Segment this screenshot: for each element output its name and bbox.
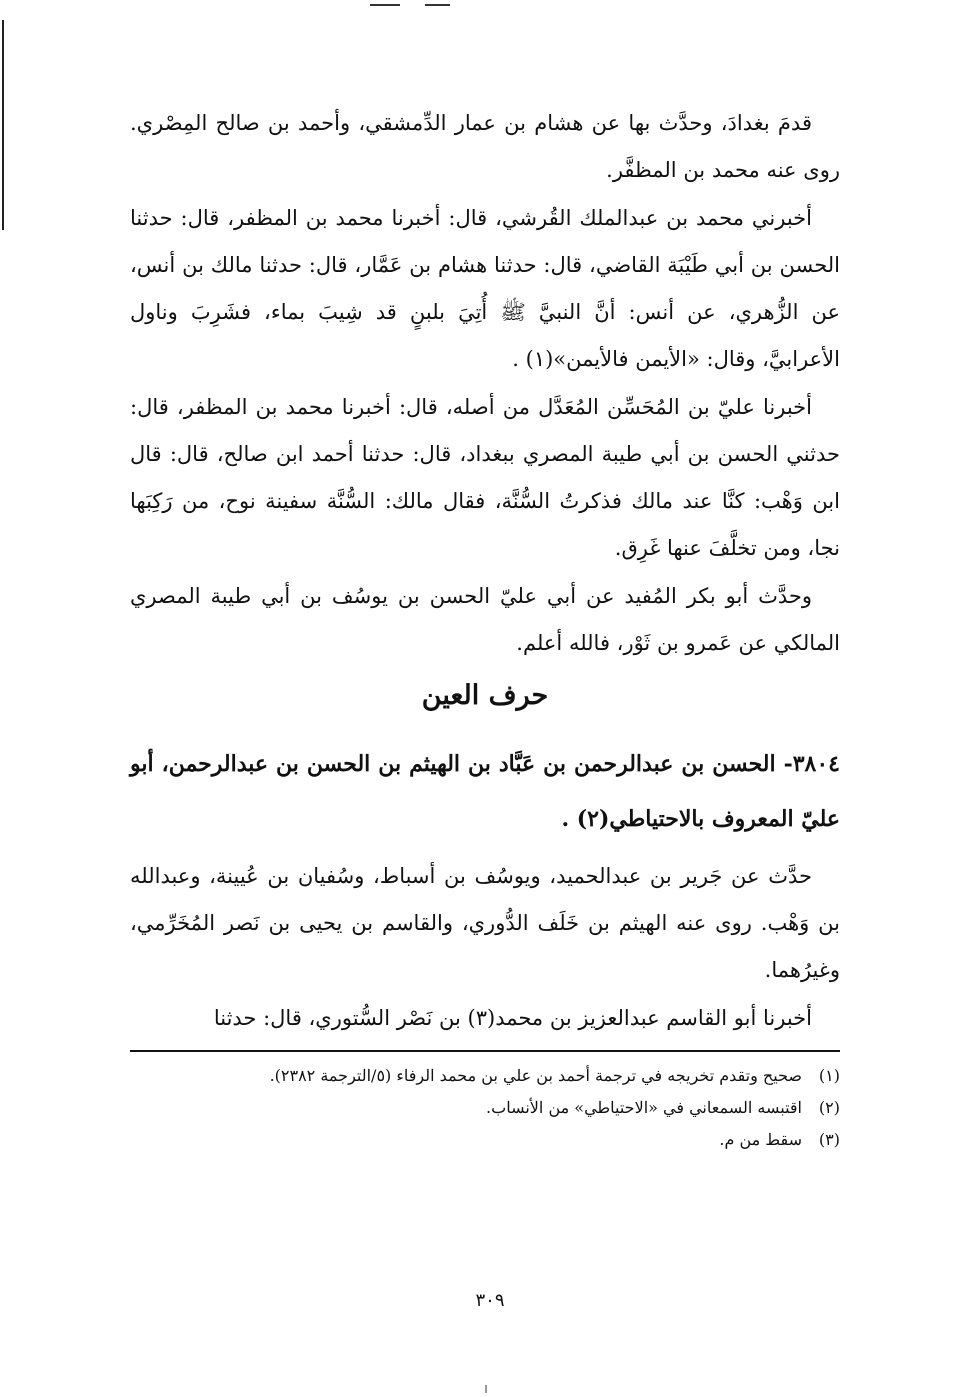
section-heading: حرف العين [421,680,549,711]
page-number: ٣٠٩ [475,1290,505,1311]
footnote-item [130,1062,840,1090]
paragraph: أخبرني محمد بن عبدالملك القُرشي، قال: أخبرنا محمد بن المظفر، قال: حدثنا الحسن بن أبي طَيْبَة القاضي، قال: حدثنا هشام بن عَمَّار، قال: حدثنا مالك بن أنس، عن الزُّهري، عن أنس: أنَّ النبيَّ ﷺ أُتِيَ بلبنٍ قد شِيبَ بماء، فشَرِبَ وناول الأعرابيَّ، وقال: «الأيمن فالأيمن»(١) . [130,206,840,371]
footnote-item [130,1126,840,1154]
top-edge-marks [370,4,480,6]
footnote-number: (٣) [818,1130,840,1149]
page-body [130,100,840,1158]
footnote-text: اقتبسه السمعاني في «الاحتياطي» من الأنساب. [486,1098,802,1117]
footnote-item [130,1094,840,1122]
paragraph: أخبرنا عليّ بن المُحَسِّن المُعَدَّل من أصله، قال: أخبرنا محمد بن المظفر، قال: حدثني الحسن بن أبي طيبة المصري ببغداد، قال: حدثنا أحمد ابن صالح، قال: قال ابن وَهْب: كنَّا عند مالك فذكرتُ السُّنَّة، فقال مالك: السُّنَّة سفينة نوح، من رَكِبَها نجا، ومن تخلَّفَ عنها غَرِق. [130,395,840,560]
footnote-text: سقط من م. [719,1130,802,1149]
footnote-text: صحيح وتقدم تخريجه في ترجمة أحمد بن علي بن محمد الرفاء (٥/الترجمة ٢٣٨٢). [269,1066,802,1085]
footnote-separator [130,1050,840,1052]
left-margin-rule [2,20,4,230]
entry-heading: ٣٨٠٤- الحسن بن عبدالرحمن بن عَبَّاد بن الهيثم بن الحسن بن عبدالرحمن، أبو عليّ المعروف بالاحتياطي(٢) . [130,751,840,832]
footnote-number: (٢) [818,1098,840,1117]
paragraph: حدَّث عن جَرير بن عبدالحميد، ويوسُف بن أسباط، وسُفيان بن عُيينة، وعبدالله بن وَهْب. روى عنه الهيثم بن خَلَف الدُّوري، والقاسم بن يحيى بن نَصر المُخَرِّمي، وغيرُهما. [130,864,840,982]
footnote-number: (١) [818,1066,840,1085]
paragraph: أخبرنا أبو القاسم عبدالعزيز بن محمد(٣) بن نَصْر السُّتوري، قال: حدثنا [213,1006,812,1030]
footnotes [130,1062,840,1154]
bottom-edge-mark [485,1385,487,1393]
paragraph: قدمَ بغدادَ، وحدَّث بها عن هشام بن عمار الدِّمشقي، وأحمد بن صالح المِصْري. روى عنه محمد بن المظفَّر. [130,111,840,182]
paragraph: وحدَّث أبو بكر المُفيد عن أبي عليّ الحسن بن يوسُف بن أبي طيبة المصري المالكي عن عَمرو بن ثَوْر، فالله أعلم. [130,584,840,655]
